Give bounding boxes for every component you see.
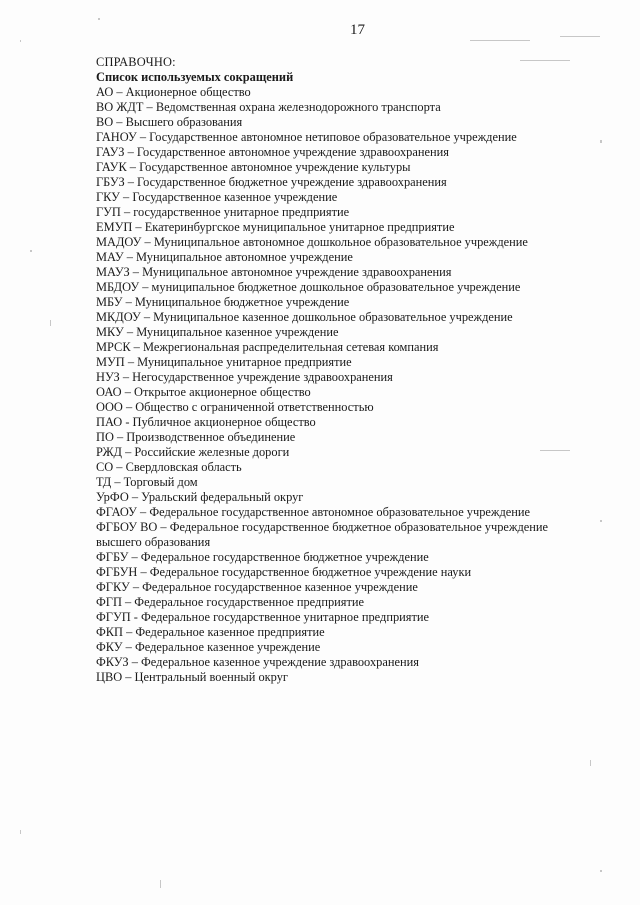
abbreviation-entry: ООО – Общество с ограниченной ответственностью xyxy=(96,400,374,414)
scan-speck xyxy=(600,870,602,872)
abbreviation-entry: ФГУП - Федеральное государственное унитарное предприятие xyxy=(96,610,430,624)
abbreviation-entry: ФГП – Федеральное государственное предприятие xyxy=(96,595,365,609)
abbreviation-entry: ФГБОУ ВО – Федеральное государственное бюджетное образовательное учреждение высшего образования xyxy=(96,520,549,549)
abbreviation-entry: ПАО - Публичное акционерное общество xyxy=(96,415,316,429)
abbreviation-entry: СО – Свердловская область xyxy=(96,460,242,474)
abbreviation-entry: РЖД – Российские железные дороги xyxy=(96,445,290,459)
abbreviation-entry: ВО ЖДТ – Ведомственная охрана железнодорожного транспорта xyxy=(96,100,441,114)
abbreviation-entry: ГУП – государственное унитарное предприятие xyxy=(96,205,350,219)
abbreviation-entry: МКУ – Муниципальное казенное учреждение xyxy=(96,325,339,339)
scan-speck xyxy=(470,40,530,41)
abbreviation-entry: ГБУЗ – Государственное бюджетное учреждение здравоохранения xyxy=(96,175,447,189)
list-title: Список используемых сокращений xyxy=(96,70,294,84)
abbreviation-entry: ГАНОУ – Государственное автономное нетиповое образовательное учреждение xyxy=(96,130,517,144)
abbreviations-section xyxy=(96,55,596,685)
abbreviation-entry: ЦВО – Центральный военный округ xyxy=(96,670,288,684)
scan-speck xyxy=(540,450,570,451)
abbreviation-entry: ТД – Торговый дом xyxy=(96,475,198,489)
page-number: 17 xyxy=(350,22,365,38)
abbreviation-entry: ФГБУН – Федеральное государственное бюджетное учреждение науки xyxy=(96,565,472,579)
abbreviation-entry: МУП – Муниципальное унитарное предприятие xyxy=(96,355,352,369)
abbreviation-entry: ВО – Высшего образования xyxy=(96,115,243,129)
abbreviation-entry: МАУ – Муниципальное автономное учреждение xyxy=(96,250,353,264)
abbreviation-entry: ОАО – Открытое акционерное общество xyxy=(96,385,311,399)
scan-speck xyxy=(98,18,100,20)
scan-speck xyxy=(590,760,591,766)
abbreviation-entry: ГАУК – Государственное автономное учреждение культуры xyxy=(96,160,411,174)
scan-speck xyxy=(520,60,570,61)
abbreviation-entry: МКДОУ – Муниципальное казенное дошкольное образовательное учреждение xyxy=(96,310,513,324)
abbreviation-entry: ФГБУ – Федеральное государственное бюджетное учреждение xyxy=(96,550,429,564)
abbreviation-entry: УрФО – Уральский федеральный округ xyxy=(96,490,304,504)
scan-speck xyxy=(600,520,602,522)
scan-speck xyxy=(560,36,600,37)
scan-speck xyxy=(600,140,602,143)
abbreviation-entry: МБУ – Муниципальное бюджетное учреждение xyxy=(96,295,350,309)
abbreviation-entry: ФГКУ – Федеральное государственное казенное учреждение xyxy=(96,580,418,594)
scan-speck xyxy=(50,320,51,326)
scan-speck xyxy=(30,250,32,252)
abbreviation-entry: МАДОУ – Муниципальное автономное дошкольное образовательное учреждение xyxy=(96,235,528,249)
scan-speck xyxy=(20,830,21,834)
abbreviation-entry: МРСК – Межрегиональная распределительная сетевая компания xyxy=(96,340,439,354)
abbreviation-entry: МАУЗ – Муниципальное автономное учреждение здравоохранения xyxy=(96,265,452,279)
abbreviation-entry: ФКУ – Федеральное казенное учреждение xyxy=(96,640,321,654)
abbreviation-entry: ФКП – Федеральное казенное предприятие xyxy=(96,625,325,639)
reference-label: СПРАВОЧНО: xyxy=(96,55,176,69)
abbreviation-entry: ГКУ – Государственное казенное учреждение xyxy=(96,190,338,204)
abbreviation-entry: ГАУЗ – Государственное автономное учреждение здравоохранения xyxy=(96,145,449,159)
abbreviations-list xyxy=(96,85,596,685)
abbreviation-entry: АО – Акционерное общество xyxy=(96,85,251,99)
scan-speck xyxy=(20,40,21,42)
abbreviation-entry: МБДОУ – муниципальное бюджетное дошкольное образовательное учреждение xyxy=(96,280,521,294)
abbreviation-entry: ПО – Производственное объединение xyxy=(96,430,296,444)
scan-speck xyxy=(160,880,161,888)
abbreviation-entry: ФКУЗ – Федеральное казенное учреждение здравоохранения xyxy=(96,655,419,669)
abbreviation-entry: НУЗ – Негосударственное учреждение здравоохранения xyxy=(96,370,393,384)
abbreviation-entry: ЕМУП – Екатеринбургское муниципальное унитарное предприятие xyxy=(96,220,455,234)
abbreviation-entry: ФГАОУ – Федеральное государственное автономное образовательное учреждение xyxy=(96,505,531,519)
